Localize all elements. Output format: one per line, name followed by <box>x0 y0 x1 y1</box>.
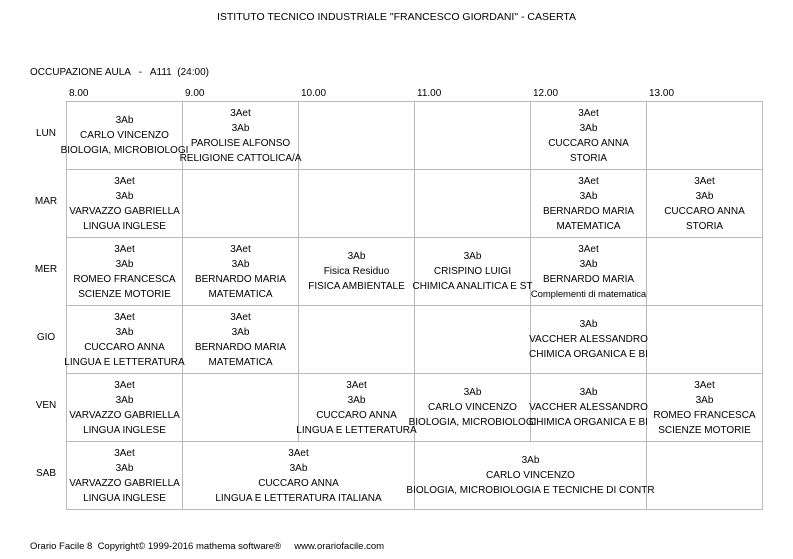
lesson-class: 3Ab <box>231 258 250 270</box>
lesson-class: 3Ab <box>231 122 250 134</box>
lesson-class: 3Ab <box>463 387 482 398</box>
lesson-cell <box>183 442 414 509</box>
lesson-teacher: VARVAZZO GABRIELLA <box>69 409 180 421</box>
lesson-class: 3Aet <box>114 311 135 323</box>
lesson-teacher: CUCCARO ANNA <box>316 409 397 421</box>
lesson-cell <box>296 374 417 441</box>
lesson-subject: CHIMICA ANALITICA E ST <box>412 281 533 292</box>
lesson-class: 3Ab <box>579 190 598 202</box>
lesson-teacher: VARVAZZO GABRIELLA <box>69 477 180 489</box>
lesson-class: 3Ab <box>347 394 366 406</box>
lesson-class: 3Ab <box>115 326 134 338</box>
lesson-class: 3Aet <box>230 311 251 323</box>
grid-col-line <box>646 237 647 306</box>
lesson-cell <box>647 374 762 441</box>
grid-col-line <box>762 441 763 510</box>
lesson-subject: MATEMATICA <box>556 220 621 232</box>
lesson-cell <box>406 442 655 509</box>
lesson-class: 3Aet <box>114 447 135 459</box>
grid-col-line <box>298 169 299 238</box>
grid-col-line <box>762 373 763 442</box>
lesson-subject: CHIMICA ORGANICA E BI <box>529 417 648 428</box>
lesson-cell <box>531 306 646 373</box>
lesson-class: 3Ab <box>115 462 134 474</box>
lesson-cell <box>408 374 537 441</box>
lesson-class: 3Ab <box>695 190 714 202</box>
lesson-class: 3Ab <box>289 462 308 474</box>
lesson-teacher: CARLO VINCENZO <box>428 402 517 413</box>
lesson-teacher: ROMEO FRANCESCA <box>653 409 756 421</box>
lesson-teacher: CRISPINO LUIGI <box>433 266 512 277</box>
lesson-subject: MATEMATICA <box>208 356 273 368</box>
lesson-class: 3Ab <box>695 394 714 406</box>
grid-col-line <box>182 169 183 238</box>
lesson-class: 3Aet <box>694 379 715 391</box>
lesson-cell <box>531 170 646 237</box>
day-label-ven: VEN <box>35 400 57 411</box>
lesson-class: 3Ab <box>463 251 482 262</box>
lesson-subject: RELIGIONE CATTOLICA/A <box>179 152 302 164</box>
lesson-teacher: Fisica Residuo <box>323 266 390 277</box>
lesson-cell <box>179 102 302 169</box>
day-label-gio: GIO <box>36 332 56 343</box>
lesson-subject: STORIA <box>685 220 724 232</box>
hour-header-3: 11.00 <box>417 88 442 99</box>
lesson-cell <box>531 102 646 169</box>
lesson-subject: STORIA <box>569 152 608 164</box>
lesson-class: 3Ab <box>231 326 250 338</box>
lesson-cell <box>60 102 189 169</box>
lesson-teacher: BERNARDO MARIA <box>542 205 635 217</box>
grid-col-line <box>414 101 415 170</box>
lesson-class: 3Aet <box>114 243 135 255</box>
lesson-cell <box>531 374 646 441</box>
room-occupancy-label <box>30 67 209 78</box>
lesson-class: 3Aet <box>230 107 251 119</box>
lesson-cell <box>67 442 182 509</box>
lesson-subject: LINGUA INGLESE <box>83 424 166 436</box>
lesson-class: 3Ab <box>579 319 598 330</box>
lesson-teacher: ROMEO FRANCESCA <box>73 273 176 285</box>
lesson-teacher: CARLO VINCENZO <box>486 470 575 481</box>
lesson-subject: CHIMICA ORGANICA E BI <box>529 349 648 360</box>
grid-col-line <box>762 169 763 238</box>
lesson-subject: MATEMATICA <box>208 288 273 300</box>
lesson-teacher: CUCCARO ANNA <box>548 137 629 149</box>
lesson-teacher: VACCHER ALESSANDRO <box>529 334 648 345</box>
lesson-subject: LINGUA INGLESE <box>83 220 166 232</box>
lesson-subject: LINGUA E LETTERATURA <box>296 424 417 436</box>
hour-header-4: 12.00 <box>533 88 559 99</box>
lesson-subject: LINGUA E LETTERATURA <box>64 356 185 368</box>
lesson-class: 3Ab <box>115 190 134 202</box>
lesson-teacher: CUCCARO ANNA <box>664 205 745 217</box>
hour-header-0: 8.00 <box>69 88 89 99</box>
lesson-subject: Complementi di matematica <box>530 288 647 300</box>
hour-header-1: 9.00 <box>185 88 205 99</box>
lesson-subject: LINGUA INGLESE <box>83 492 166 504</box>
lesson-cell <box>67 374 182 441</box>
lesson-class: 3Aet <box>578 243 599 255</box>
grid-col-line <box>414 169 415 238</box>
lesson-cell <box>67 238 182 305</box>
lesson-cell <box>412 238 533 305</box>
lesson-teacher: VACCHER ALESSANDRO <box>529 402 648 413</box>
school-title: ISTITUTO TECNICO INDUSTRIALE "FRANCESCO GIORDANI" - CASERTA <box>216 11 577 23</box>
lesson-cell <box>183 238 298 305</box>
lesson-class: 3Ab <box>579 122 598 134</box>
lesson-teacher: BERNARDO MARIA <box>194 273 287 285</box>
lesson-class: 3Ab <box>521 455 540 466</box>
lesson-teacher: CUCCARO ANNA <box>84 341 165 353</box>
lesson-class: 3Ab <box>115 115 134 126</box>
lesson-teacher: PAROLISE ALFONSO <box>190 137 291 149</box>
day-label-mar: MAR <box>34 196 58 207</box>
lesson-cell <box>531 238 646 305</box>
lesson-subject: BIOLOGIA, MICROBIOLOGI <box>60 145 189 156</box>
lesson-class: 3Aet <box>578 175 599 187</box>
lesson-teacher: BERNARDO MARIA <box>542 273 635 285</box>
lesson-class: 3Aet <box>114 175 135 187</box>
lesson-class: 3Ab <box>115 258 134 270</box>
lesson-teacher: VARVAZZO GABRIELLA <box>69 205 180 217</box>
lesson-cell <box>67 170 182 237</box>
lesson-subject: BIOLOGIA, MICROBIOLOGIA E TECNICHE DI CONTR <box>406 485 655 496</box>
lesson-subject: LINGUA E LETTERATURA ITALIANA <box>215 492 382 504</box>
lesson-class: 3Ab <box>115 394 134 406</box>
day-label-sab: SAB <box>35 468 56 479</box>
grid-col-line <box>762 101 763 170</box>
lesson-cell <box>64 306 185 373</box>
lesson-subject: BIOLOGIA, MICROBIOLOGI <box>408 417 537 428</box>
lesson-class: 3Ab <box>579 258 598 270</box>
grid-col-line <box>182 373 183 442</box>
grid-col-line <box>414 305 415 374</box>
lesson-teacher: CARLO VINCENZO <box>80 130 169 141</box>
grid-col-line <box>646 101 647 170</box>
hour-header-5: 13.00 <box>649 88 675 99</box>
grid-col-line <box>762 237 763 306</box>
lesson-subject: SCIENZE MOTORIE <box>78 288 171 300</box>
grid-col-line <box>762 305 763 374</box>
lesson-class: 3Aet <box>288 447 309 459</box>
day-label-mer: MER <box>34 264 58 275</box>
lesson-cell <box>299 238 414 305</box>
hour-header-2: 10.00 <box>301 88 327 99</box>
lesson-class: 3Aet <box>694 175 715 187</box>
lesson-class: 3Aet <box>230 243 251 255</box>
lesson-cell <box>647 170 762 237</box>
room-occupancy-text: OCCUPAZIONE AULA - A111 (24:00) <box>30 67 209 78</box>
grid-col-line <box>646 441 647 510</box>
lesson-class: 3Aet <box>578 107 599 119</box>
lesson-class: 3Aet <box>114 379 135 391</box>
lesson-subject: SCIENZE MOTORIE <box>658 424 751 436</box>
lesson-teacher: BERNARDO MARIA <box>194 341 287 353</box>
grid-col-line <box>298 305 299 374</box>
lesson-teacher: CUCCARO ANNA <box>258 477 339 489</box>
footer-copyright: Orario Facile 8 Copyright© 1999-2016 mathema software® www.orariofacile.com <box>30 541 385 552</box>
lesson-class: 3Ab <box>347 251 366 262</box>
lesson-class: 3Ab <box>579 387 598 398</box>
day-label-lun: LUN <box>35 128 56 139</box>
lesson-cell <box>183 306 298 373</box>
lesson-subject: FISICA AMBIENTALE <box>308 281 405 292</box>
lesson-class: 3Aet <box>346 379 367 391</box>
